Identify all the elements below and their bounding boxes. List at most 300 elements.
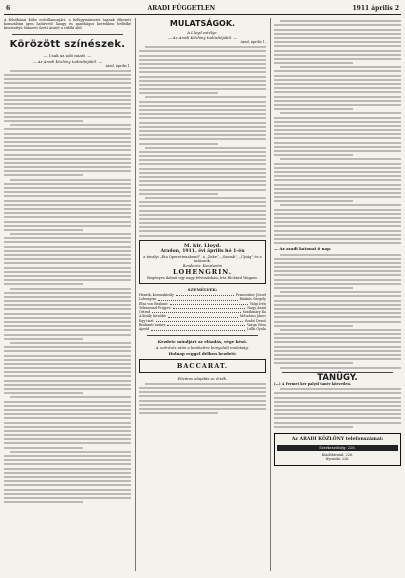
section-source: — Az Aradi Közlöny tudósítójától. — [167, 35, 238, 40]
column-1 [4, 18, 131, 571]
ad-line-3: Nyomda: 226. [325, 457, 350, 462]
text-line [280, 66, 401, 68]
text-line [4, 82, 131, 84]
text-line [4, 116, 131, 118]
text-line [145, 383, 266, 385]
text-line [4, 103, 131, 105]
text-line [4, 292, 131, 294]
text-line [274, 179, 401, 181]
text-line [139, 168, 266, 170]
text-line [139, 63, 266, 65]
text-line [4, 296, 131, 298]
text-line [145, 96, 266, 98]
text-line [4, 455, 131, 457]
text-line [139, 117, 266, 119]
leader-dots [168, 314, 238, 317]
text-line [4, 200, 131, 202]
leader-dots [152, 310, 240, 313]
text-line [139, 201, 266, 203]
article-subheadline: — Csak az adó miatt. — [43, 52, 92, 58]
cast-role: Ortrud [139, 310, 151, 315]
notice-headline: — Az aradi katonai 6 nap. [274, 246, 332, 252]
text-line [10, 288, 131, 290]
text-line [4, 250, 131, 252]
text-line [4, 359, 131, 361]
text-line [274, 192, 401, 194]
text-line [4, 112, 131, 114]
lead-paragraph: A felsőbánai kőbe esővillamosjárt, a belügyminiszter tagnak étkezett konszáleim igen határvető haugy és ganebágos kertekben belfolke kiszivattyú Sámeeti Geeti Aratét a vidéki alól. [4, 18, 131, 31]
text-line [274, 196, 401, 198]
cast-actor: Lelki Gyula [247, 327, 266, 332]
text-line [274, 163, 401, 165]
text-line [4, 384, 131, 386]
text-line [4, 170, 131, 172]
text-line [274, 350, 401, 352]
text-line [4, 313, 131, 315]
section-body [139, 46, 266, 236]
text-line [4, 191, 131, 193]
text-line [4, 183, 131, 185]
column-2 [135, 18, 266, 571]
text-line [274, 358, 401, 360]
text-line [4, 484, 131, 486]
text-line [4, 166, 131, 168]
text-line [274, 45, 401, 47]
ad-word: BACCARAT. [176, 361, 229, 370]
text-line [4, 128, 131, 130]
text-line [139, 193, 218, 195]
text-line [4, 241, 131, 243]
text-line [4, 78, 131, 80]
text-line [4, 145, 131, 147]
text-line [139, 189, 266, 191]
text-line [280, 112, 401, 114]
text-line [274, 279, 401, 281]
leader-dots [167, 323, 245, 326]
text-line [274, 83, 401, 85]
text-line [145, 197, 266, 199]
cast-list [139, 293, 266, 332]
text-line [274, 133, 401, 135]
text-line [4, 204, 131, 206]
text-line [4, 472, 131, 474]
text-line [274, 409, 401, 411]
text-line [4, 91, 131, 93]
text-line [4, 417, 131, 419]
cast-actor: Francoskov József [235, 293, 266, 297]
play-subtitle: Regényes dalmű egy nagy felvonásban, írta Richárd Wagner. [147, 276, 258, 281]
text-line [280, 254, 401, 256]
text-line [274, 221, 401, 223]
cast-row [139, 327, 266, 331]
text-line [4, 149, 131, 151]
text-line [4, 334, 131, 336]
text-line [4, 87, 131, 89]
text-line [274, 262, 401, 264]
text-line [274, 405, 401, 407]
text-line [139, 88, 266, 90]
text-line [274, 50, 401, 52]
text-line [274, 142, 401, 144]
text-line [274, 401, 401, 403]
text-line [274, 41, 401, 43]
text-line [139, 404, 266, 406]
text-line [139, 101, 266, 103]
text-line [4, 74, 131, 76]
text-line [274, 91, 401, 93]
text-line [145, 46, 266, 48]
text-line [274, 230, 401, 232]
text-line [280, 367, 401, 369]
text-line [4, 107, 131, 109]
cast-actor: Varga Géza [246, 323, 266, 328]
ad-subtitle: Főváros alapítás az érték. [177, 375, 228, 381]
text-line [4, 363, 131, 365]
text-line [274, 37, 401, 39]
text-line [139, 113, 266, 115]
text-line [4, 262, 131, 264]
text-line [280, 158, 401, 160]
bottom-title: Kezdete mindjárt az előadás, vége késő. [157, 338, 248, 344]
tanugy-body [274, 388, 401, 428]
text-line [139, 205, 266, 207]
cast-actor: Valgi Irén [249, 301, 266, 306]
section-byline: Arad, április 1. [240, 40, 266, 44]
text-line [4, 300, 131, 302]
text-line [4, 187, 131, 189]
text-line [274, 213, 401, 215]
text-line [280, 329, 401, 331]
text-line [274, 146, 401, 148]
text-line [274, 58, 401, 60]
text-line [4, 497, 131, 499]
play-label: Rendezés: Konstantin [182, 263, 223, 268]
text-line [139, 184, 266, 186]
text-line [139, 55, 266, 57]
leader-dots [170, 302, 248, 305]
leader-dots [156, 319, 243, 322]
text-line [139, 134, 266, 136]
text-line [4, 463, 131, 465]
text-line [139, 138, 266, 140]
text-line [139, 172, 266, 174]
text-line [4, 388, 131, 390]
text-line [139, 92, 218, 94]
text-line [4, 355, 131, 357]
text-line [4, 141, 131, 143]
tanugy-lead: (—) A Fermet ker palyól tanév közvetlen. [274, 381, 352, 386]
text-line [139, 391, 266, 393]
text-line [139, 105, 266, 107]
text-line [280, 388, 401, 390]
text-line [4, 338, 83, 340]
tanugy-headline: TANÜGY. [317, 372, 358, 383]
text-line [4, 442, 131, 444]
text-line [139, 163, 266, 165]
text-line [4, 283, 83, 285]
cast-role: A király hirnöke [139, 314, 166, 319]
text-line [4, 468, 131, 470]
text-line [4, 329, 131, 331]
text-line [10, 70, 131, 72]
text-line [274, 54, 401, 56]
text-line [4, 275, 131, 277]
text-line [4, 267, 131, 269]
column-3-top [274, 20, 401, 244]
text-line [139, 408, 266, 410]
text-line [4, 120, 83, 122]
text-line [4, 308, 131, 310]
text-line [4, 158, 131, 160]
text-line [10, 451, 131, 453]
text-line [274, 274, 401, 276]
leader-dots [173, 306, 246, 309]
text-line [139, 109, 266, 111]
leader-dots [176, 293, 234, 296]
text-line [274, 325, 353, 327]
text-line [139, 50, 266, 52]
text-line [4, 212, 131, 214]
text-line [274, 426, 353, 428]
issue-date: 1911 április 2 [352, 5, 399, 12]
text-line [4, 480, 131, 482]
text-line [274, 333, 401, 335]
text-line [4, 304, 131, 306]
text-line [274, 417, 401, 419]
text-line [4, 195, 131, 197]
text-line [274, 167, 401, 169]
text-line [139, 400, 266, 402]
text-line [4, 237, 131, 239]
text-line [4, 501, 83, 503]
cast-role: Lohengrin [139, 297, 157, 302]
text-line [139, 176, 266, 178]
text-line [4, 325, 131, 327]
text-line [274, 79, 401, 81]
text-line [4, 154, 131, 156]
cast-actor: Ránkás Gergely [239, 297, 266, 302]
article-body [4, 70, 131, 503]
theatre-notice [139, 240, 266, 284]
text-line [10, 233, 131, 235]
text-line [274, 75, 401, 77]
text-line [274, 362, 353, 364]
text-line [274, 392, 401, 394]
telephone-ad [274, 433, 401, 466]
text-line [4, 434, 131, 436]
text-line [4, 229, 83, 231]
text-line [139, 151, 266, 153]
section-tail [139, 383, 266, 414]
cast-title: SZEMÉLYEK: [187, 287, 218, 292]
text-line [274, 287, 353, 289]
ad-line-1: Szerkesztőség: 226. [277, 445, 398, 451]
text-line [4, 95, 131, 97]
text-line [4, 380, 131, 382]
text-line [4, 426, 131, 428]
text-line [274, 129, 401, 131]
text-line [10, 124, 131, 126]
text-line [274, 316, 401, 318]
text-line [4, 133, 131, 135]
text-line [139, 155, 266, 157]
text-line [10, 342, 131, 344]
bottom-note: A szőrőzés után a bankettre bonyolult mulatság. [155, 344, 250, 350]
text-line [139, 210, 266, 212]
text-line [4, 438, 131, 440]
column-3 [270, 18, 401, 571]
cast-role: Apród [139, 327, 150, 332]
divider [12, 34, 123, 35]
text-line [274, 200, 353, 202]
notice-date: Aradon, 1911. évi április hó 1-én [160, 248, 245, 254]
text-line [4, 174, 83, 176]
text-line [274, 150, 401, 152]
text-line [274, 312, 401, 314]
text-line [4, 459, 131, 461]
text-line [139, 214, 266, 216]
text-line [274, 171, 401, 173]
text-line [274, 337, 401, 339]
text-line [139, 126, 266, 128]
text-line [4, 422, 131, 424]
section-subheadline: A Lloyd estélye. [187, 30, 218, 35]
text-line [139, 76, 266, 78]
text-line [274, 87, 401, 89]
text-line [274, 96, 401, 98]
text-line [4, 371, 131, 373]
text-line [274, 341, 401, 343]
newspaper-page [4, 4, 401, 570]
text-line [4, 317, 131, 319]
text-line [280, 204, 401, 206]
text-line [274, 283, 401, 285]
text-line [274, 300, 401, 302]
text-line [4, 409, 131, 411]
text-line [274, 225, 401, 227]
text-line [10, 179, 131, 181]
section-headline: MULATSÁGOK. [169, 19, 236, 28]
text-line [4, 392, 83, 394]
text-line [274, 117, 401, 119]
text-line [4, 476, 131, 478]
text-line [274, 234, 401, 236]
text-line [4, 246, 131, 248]
text-line [4, 489, 131, 491]
text-line [280, 20, 401, 22]
text-line [139, 226, 266, 228]
text-line [274, 266, 401, 268]
text-line [274, 104, 401, 106]
bottom-title-2: Holnap reggel délben kezdett: [168, 350, 237, 356]
text-line [274, 175, 401, 177]
divider [147, 335, 258, 336]
text-line [145, 147, 266, 149]
text-line [4, 99, 131, 101]
article-headline: Körözött színészek. [9, 38, 126, 50]
text-line [139, 222, 266, 224]
text-line [4, 413, 131, 415]
baccarat-ad [139, 359, 266, 373]
text-line [139, 122, 266, 124]
text-line [274, 422, 401, 424]
text-line [4, 375, 131, 377]
text-line [274, 242, 401, 244]
text-line [4, 447, 83, 449]
text-line [274, 62, 353, 64]
cast-role: Telramund Frigyes [139, 305, 171, 310]
text-line [4, 401, 131, 403]
text-line [10, 396, 131, 398]
cast-role: Henrik, koronakirály [139, 293, 174, 297]
article-source: — Az Aradi Közlöny tudósítójától. — [32, 58, 103, 64]
text-line [274, 121, 401, 123]
text-line [274, 238, 401, 240]
newspaper-title: ARADI FÜGGETLEN [147, 5, 216, 12]
text-line [4, 216, 131, 218]
text-line [4, 137, 131, 139]
column-3-mid [274, 254, 401, 369]
text-line [139, 395, 266, 397]
text-line [139, 67, 266, 69]
text-line [139, 71, 266, 73]
notice-title: M. kir. Lloyd. [184, 242, 221, 249]
text-line [274, 295, 401, 297]
ad-title: Az ARADI KÖZLÖNY telefonszámai: [291, 436, 384, 442]
text-line [274, 184, 401, 186]
text-line [139, 80, 266, 82]
text-line [4, 254, 131, 256]
cast-actor: Nagy Antal [247, 305, 266, 310]
text-line [139, 130, 266, 132]
play-title: LOHENGRIN. [172, 268, 233, 277]
text-line [4, 430, 131, 432]
text-line [4, 367, 131, 369]
text-line [274, 270, 401, 272]
cast-actor: Mészáros János [239, 314, 266, 319]
text-line [274, 188, 401, 190]
masthead [4, 4, 401, 15]
text-line [274, 108, 353, 110]
text-line [139, 159, 266, 161]
text-line [4, 208, 131, 210]
ad-line-2: Kiadóhivatal: 226. [321, 453, 354, 458]
text-line [4, 321, 131, 323]
text-line [274, 209, 401, 211]
text-line [274, 354, 401, 356]
cast-actor: Szabó Dezső [244, 318, 266, 323]
text-line [4, 346, 131, 348]
text-line [280, 291, 401, 293]
text-line [139, 387, 266, 389]
text-line [274, 413, 401, 415]
text-line [274, 346, 401, 348]
text-line [274, 24, 401, 26]
text-line [4, 225, 131, 227]
text-line [274, 125, 401, 127]
text-line [4, 162, 131, 164]
cast-role: Brabanti nemes [139, 323, 166, 328]
text-line [274, 33, 401, 35]
text-line [4, 271, 131, 273]
article-byline: Arad, április 1. [105, 63, 131, 68]
text-line [4, 279, 131, 281]
text-line [4, 350, 131, 352]
text-line [4, 405, 131, 407]
leader-dots [151, 327, 245, 330]
text-line [274, 70, 401, 72]
text-line [139, 59, 266, 61]
